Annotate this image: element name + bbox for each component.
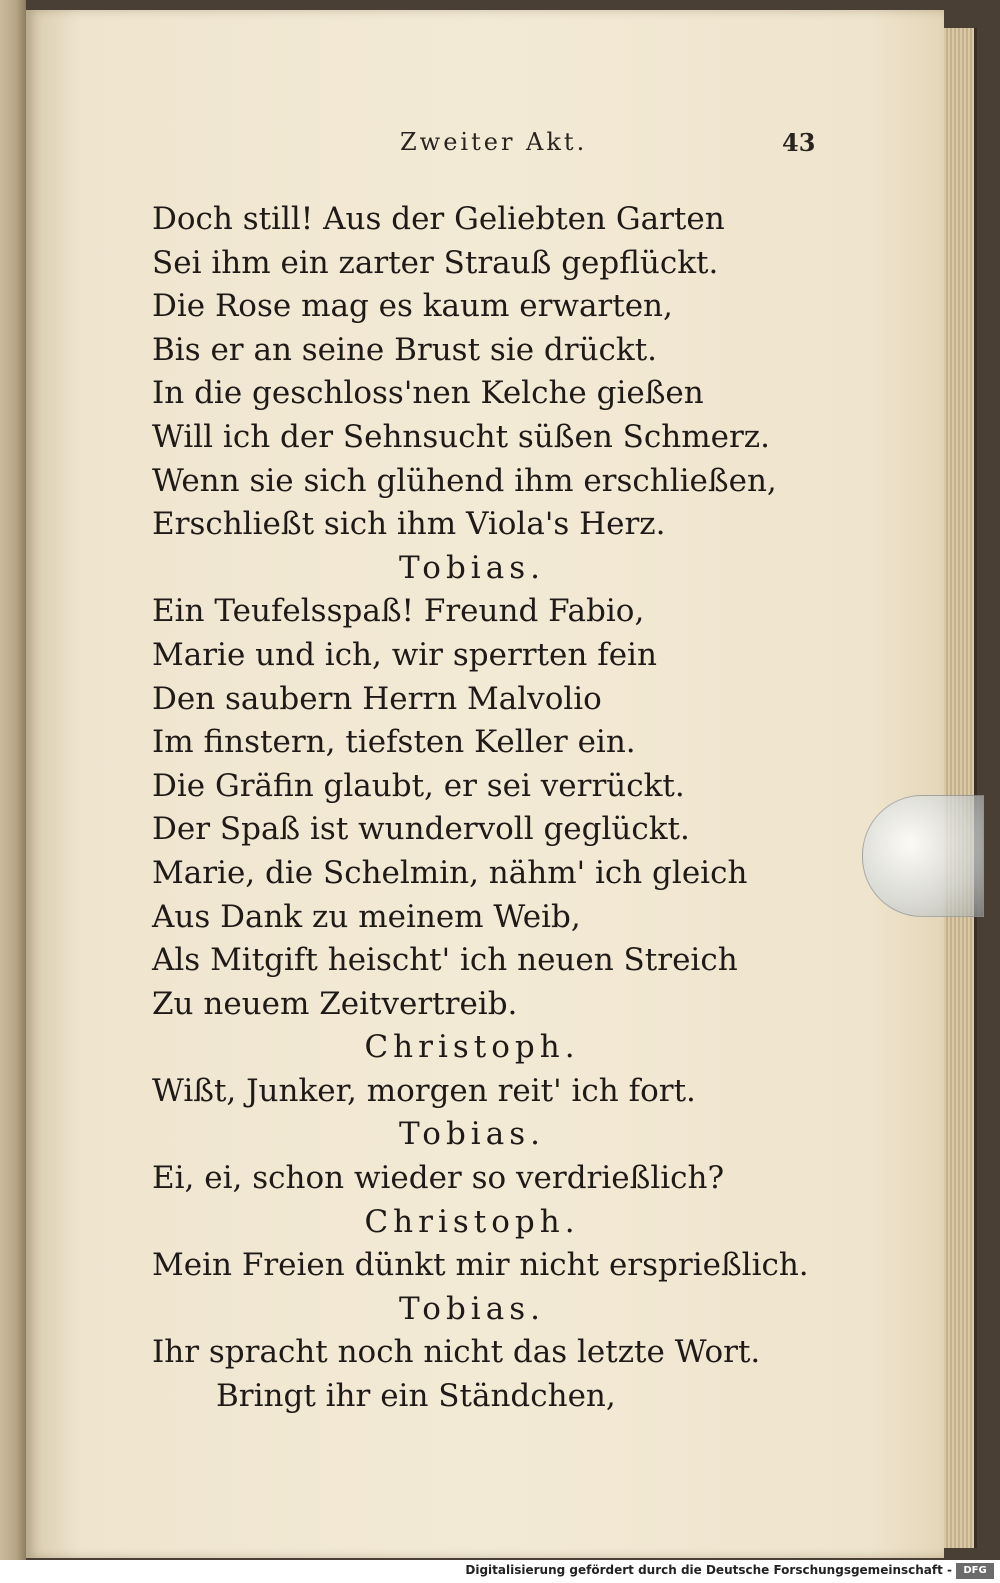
funding-credit: Digitalisierung gefördert durch die Deutsche Forschungsgemeinschaft - [465,1563,952,1577]
page-number: 43 [782,128,816,157]
speaker-name: Tobias. [399,1290,545,1327]
speaker-name: Christoph. [364,1203,580,1240]
speaker-name: Christoph. [364,1029,580,1066]
dfg-logo: DFG [956,1563,994,1579]
verse-line: Sei ihm ein zarter Strauß gepflückt. [152,244,719,281]
book-left-edge [0,0,26,1560]
verse-line: Wißt, Junker, morgen reit' ich fort. [152,1072,696,1109]
verse-line: Will ich der Sehnsucht süßen Schmerz. [152,418,770,455]
verse-text-block [152,198,809,1419]
verse-line: Mein Freien dünkt mir nicht ersprießlich. [152,1247,809,1284]
verse-line: Wenn sie sich glühend ihm erschließen, [152,462,777,499]
page-clip [862,795,984,917]
verse-line: In die geschloss'nen Kelche gießen [152,375,704,412]
verse-line: Zu neuem Zeitvertreib. [152,985,518,1022]
verse-line: Ihr spracht noch nicht das letzte Wort. [152,1334,761,1371]
verse-line: Die Rose mag es kaum erwarten, [152,288,673,325]
verse-line: Ei, ei, schon wieder so verdrießlich? [152,1160,725,1197]
page-header [0,128,1000,168]
verse-line: Erschließt sich ihm Viola's Herz. [152,506,666,543]
speaker-name: Tobias. [399,1116,545,1153]
digitization-footer [0,1560,1000,1583]
verse-line: Doch still! Aus der Geliebten Garten [152,201,725,237]
verse-line: Der Spaß ist wundervoll geglückt. [152,811,690,848]
verse-line: Bringt ihr ein Ständchen, [216,1378,616,1415]
verse-line: Marie, die Schelmin, nähm' ich gleich [152,854,748,891]
running-title: Zweiter Akt. [400,128,588,156]
verse-line: Marie und ich, wir sperrten fein [152,636,657,673]
speaker-name: Tobias. [399,549,545,586]
verse-line: Die Gräfin glaubt, er sei verrückt. [152,767,685,804]
verse-line: Aus Dank zu meinem Weib, [152,898,581,935]
page-stack-edge [944,28,977,1548]
verse-line: Den saubern Herrn Malvolio [152,680,602,717]
verse-line: Ein Teufelsspaß! Freund Fabio, [152,593,645,630]
verse-line: Bis er an seine Brust sie drückt. [152,331,658,368]
verse-line: Im finstern, tiefsten Keller ein. [152,724,636,761]
verse-line: Als Mitgift heischt' ich neuen Streich [152,942,738,979]
